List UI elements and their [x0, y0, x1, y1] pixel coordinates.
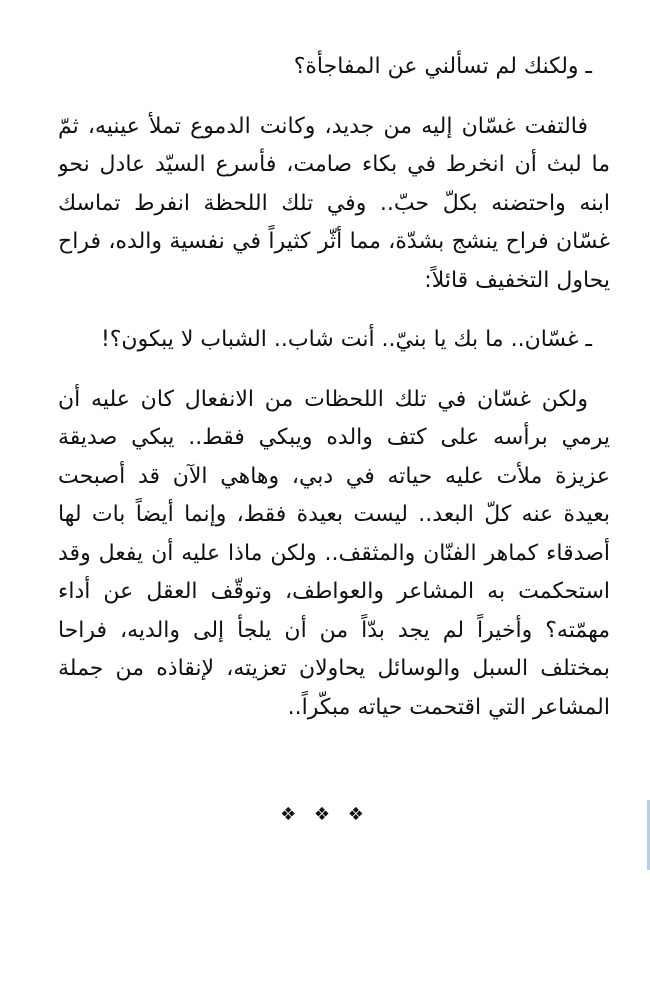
text-line: بمختلف السبل والوسائل يحاولان تعزيته، لإنقاذه من جملة	[58, 656, 610, 681]
paragraph-gap	[58, 360, 610, 381]
paragraph-gap	[58, 300, 610, 321]
text-line: ما لبث أن انخرط في بكاء صامت، فأسرع السيّد عادل نحو	[58, 152, 610, 177]
text-line: ابنه واحتضنه بكلّ حبّ.. وفي تلك اللحظة انفرط تماسك	[58, 190, 610, 216]
text-line: استحكمت به المشاعر والعواطف، وتوقّف العقل عن أداء	[58, 579, 610, 604]
paragraph-3	[58, 321, 610, 360]
text-line: أصدقاء كماهر الفنّان والمثقف.. ولكن ماذا عليه أن يفعل وقد	[58, 540, 610, 566]
text-line: يحاول التخفيف قائلاً:	[424, 267, 610, 293]
text-line: مهمّته؟ وأخيراً لم يجد بدّاً من أن يلجأ إلى والديه، فراحا	[58, 617, 610, 643]
text-line: ـ غسّان.. ما بك يا بنيّ.. أنت شاب.. الشباب لا يبكون؟!	[100, 327, 592, 352]
section-ornament: ❖ ❖ ❖	[280, 804, 370, 825]
text-line: ولكن غسّان في تلك اللحظات من الانفعال كان عليه أن	[58, 386, 588, 412]
text-line: فالتفت غسّان إليه من جديد، وكانت الدموع تملأ عينيه، ثمّ	[58, 113, 588, 139]
paragraph-4	[58, 381, 610, 728]
paragraph-gap	[58, 87, 610, 108]
text-line: عزيزة ملأت عليه حياته في دبي، وهاهي الآن قد أصبحت	[58, 463, 610, 489]
text-line: غسّان فراح ينشج بشدّة، مما أثّر كثيراً في نفسية والده، فراح	[58, 229, 610, 254]
text-line: بعيدة عنه كلّ البعد.. ليست بعيدة فقط، وإنما أيضاً بات لها	[58, 502, 610, 527]
text-line: يرمي برأسه على كتف والده ويبكي فقط.. يبكي صديقة	[58, 425, 610, 450]
text-line: المشاعر التي اقتحمت حياته مبكّراً..	[287, 694, 610, 720]
text-line: ـ ولكنك لم تسألني عن المفاجأة؟	[293, 54, 592, 79]
page-text	[58, 48, 610, 727]
paragraph-1	[58, 48, 610, 87]
paragraph-2	[58, 108, 610, 301]
